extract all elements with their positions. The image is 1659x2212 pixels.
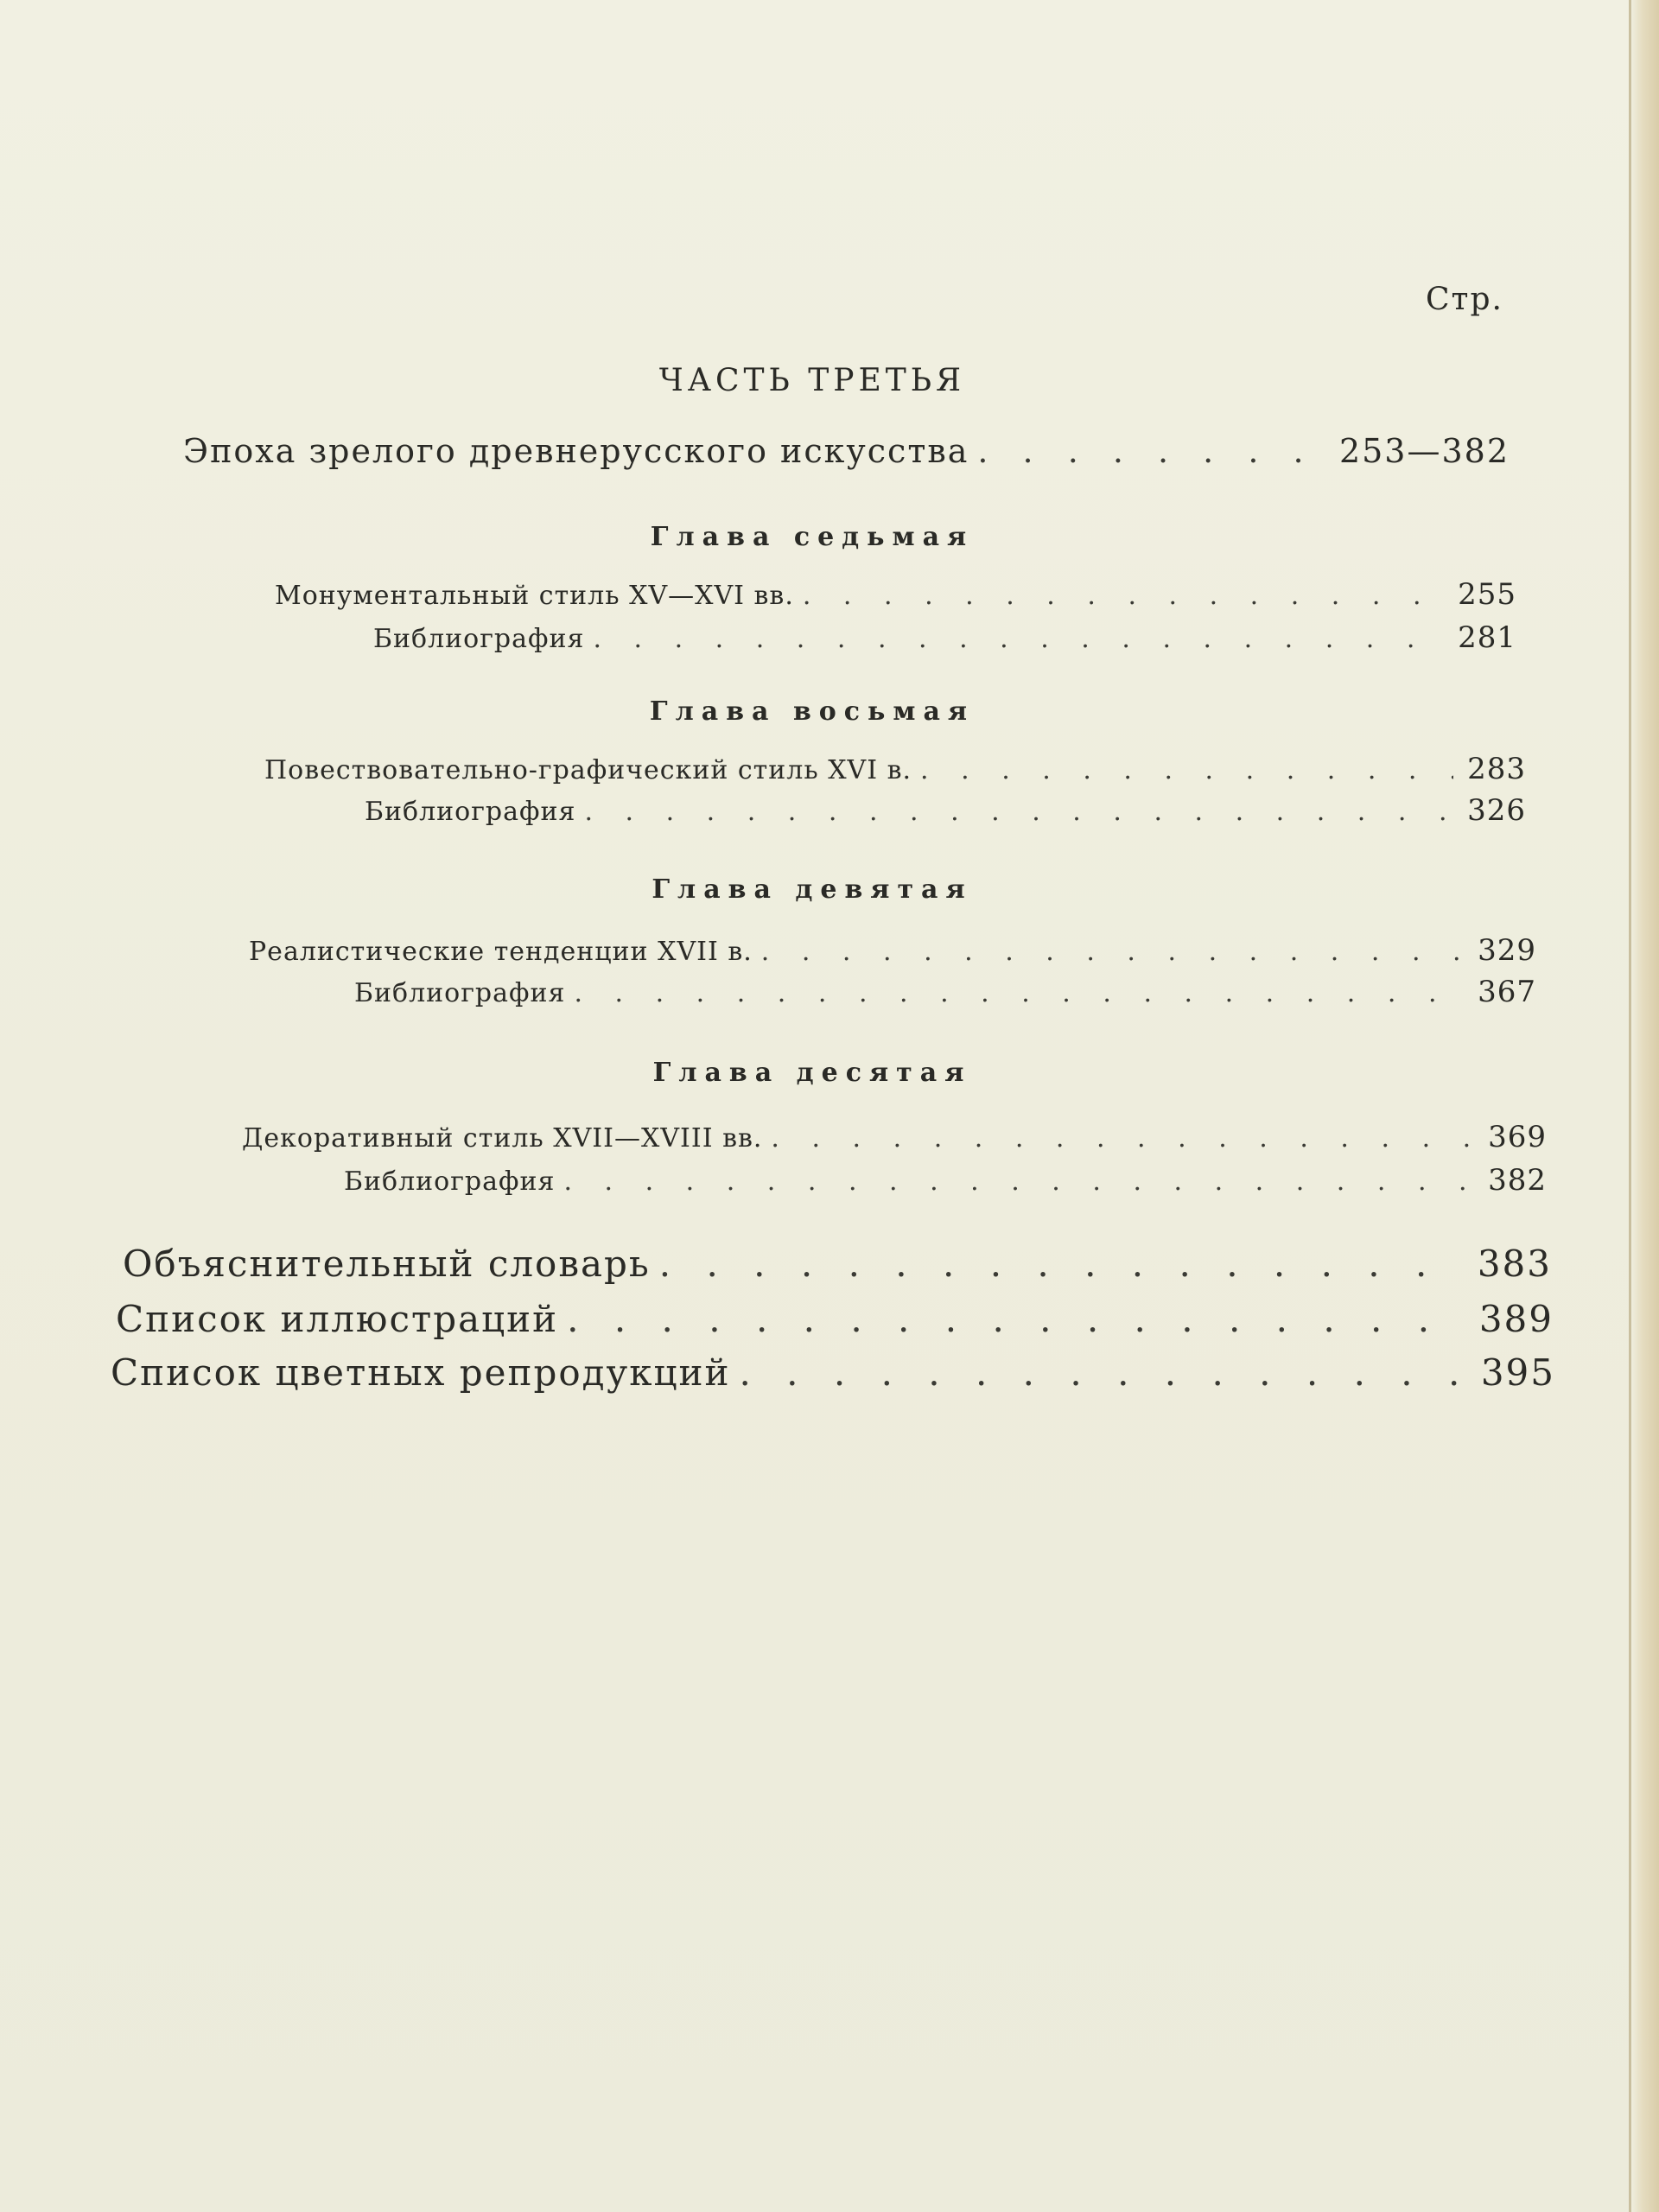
dot-leader xyxy=(761,937,1464,967)
part-title: ЧАСТЬ ТРЕТЬЯ xyxy=(658,363,966,398)
page-column-label: Стр. xyxy=(1426,282,1503,317)
toc-entry xyxy=(249,933,1536,968)
toc-entry-title: Библиография xyxy=(344,1166,556,1197)
dot-leader xyxy=(739,1351,1466,1394)
dot-leader xyxy=(574,978,1464,1008)
back-matter-title: Список цветных репродукций xyxy=(111,1351,731,1394)
back-matter-page: 395 xyxy=(1480,1351,1555,1394)
chapter-heading-10: Глава десятая xyxy=(652,1058,972,1088)
toc-entry-page: 367 xyxy=(1478,975,1536,1009)
toc-entry-title: Библиография xyxy=(365,797,576,827)
chapter-heading-8: Глава восьмая xyxy=(649,696,976,727)
back-matter-title: Объяснительный словарь xyxy=(123,1243,651,1285)
toc-entry-title: Монументальный стиль XV—XVI вв. xyxy=(275,581,794,611)
toc-entry-page: 281 xyxy=(1458,620,1516,655)
back-matter-entry xyxy=(116,1298,1554,1340)
dot-leader xyxy=(584,797,1453,827)
toc-entry-title: Библиография xyxy=(373,624,585,654)
back-matter-page: 389 xyxy=(1478,1298,1554,1340)
chapter-heading-9: Глава девятая xyxy=(652,874,973,905)
dot-leader xyxy=(920,755,1453,785)
toc-entry xyxy=(365,793,1526,828)
toc-entry xyxy=(264,752,1526,786)
toc-entry xyxy=(354,975,1536,1009)
part-entry-title: Эпоха зрелого древнерусского искусства xyxy=(183,432,969,470)
chapter-heading-7: Глава седьмая xyxy=(650,522,975,552)
toc-entry-page: 283 xyxy=(1467,752,1526,786)
toc-entry xyxy=(373,620,1516,655)
toc-entry-page: 369 xyxy=(1488,1120,1547,1154)
toc-entry-page: 326 xyxy=(1467,793,1526,828)
dot-leader xyxy=(567,1298,1465,1340)
dot-leader xyxy=(659,1243,1464,1285)
dot-leader xyxy=(771,1123,1474,1154)
toc-entry-page: 329 xyxy=(1478,933,1536,968)
back-matter-page: 383 xyxy=(1477,1243,1552,1285)
toc-entry-title: Реалистические тенденции XVII в. xyxy=(249,937,753,967)
back-matter-entry xyxy=(111,1351,1555,1394)
toc-entry-page: 255 xyxy=(1458,577,1516,612)
dot-leader xyxy=(977,432,1325,470)
toc-entry xyxy=(344,1163,1547,1198)
toc-entry-title: Декоративный стиль XVII—XVIII вв. xyxy=(242,1123,763,1154)
toc-entry xyxy=(275,577,1516,612)
back-matter-title: Список иллюстраций xyxy=(116,1298,559,1340)
dot-leader xyxy=(803,581,1444,611)
toc-entry-title: Повествовательно-графический стиль XVI в. xyxy=(264,755,912,785)
toc-entry-title: Библиография xyxy=(354,978,566,1008)
part-entry-pages: 253—382 xyxy=(1338,432,1510,470)
dot-leader xyxy=(563,1166,1474,1197)
dot-leader xyxy=(593,624,1444,654)
back-matter-entry xyxy=(123,1243,1552,1285)
part-entry xyxy=(183,432,1510,470)
toc-entry-page: 382 xyxy=(1488,1163,1547,1198)
toc-entry xyxy=(242,1120,1547,1154)
book-page-edge xyxy=(1629,0,1659,2212)
